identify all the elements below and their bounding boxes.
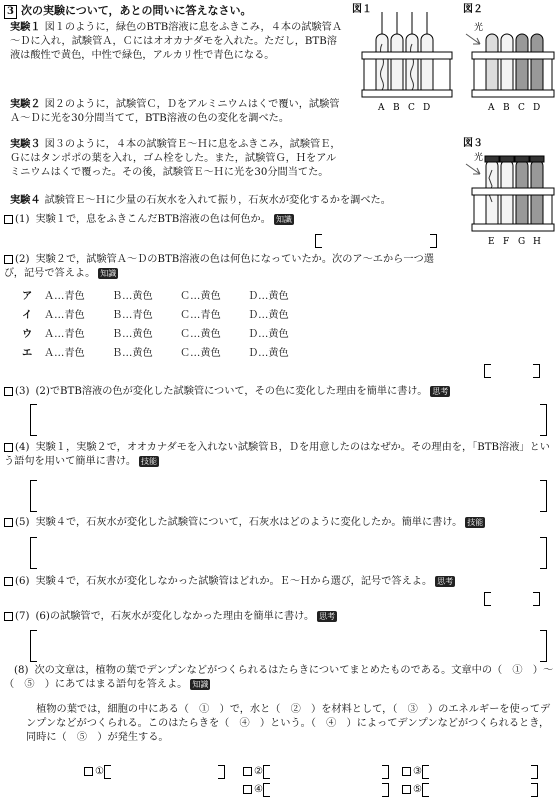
experiment-label: 実験２ [10, 98, 41, 110]
answer-label: ③ [402, 765, 422, 779]
question-header [4, 3, 252, 19]
tube-label: A [488, 103, 495, 113]
answer-bracket-left [263, 783, 270, 797]
answer-bracket-left [315, 234, 322, 248]
question-text: 実験１で，息をふきこんだBTB溶液の色は何色か。 [35, 214, 271, 225]
experiment-text: 図２のように，試験管Ｃ，Ｄをアルミニウムはくで覆い，試験管Ａ～Ｄに光を30分間当てて，BTB溶液の色の変化を調べた。 [10, 99, 340, 125]
answer-bracket-right [533, 592, 540, 606]
choice-mark: イ [22, 310, 33, 321]
question-7: (7) (6)の試験管で，石灰水が変化しなかった理由を簡単に書け。 思考 [4, 610, 337, 624]
answer-label: ④ [243, 783, 263, 797]
question-checkbox[interactable] [4, 255, 13, 264]
passage: 植物の葉では，細胞の中にある（ ① ）で，水と（ ② ）を材料として，（ ③ ）のエネルギーを使ってデンプンなどがつくられる。このはたらきを（ ④ ）という。（ ④ ）によってデンプンなどがつくられるとき，同時に（ ⑤ ）が発生する。 [26, 704, 551, 744]
badge-chishiki: 知識 [192, 679, 209, 689]
tube-label: G [518, 237, 526, 247]
tube-label: B [503, 103, 510, 113]
figure-3-test-tube-rack [462, 146, 558, 252]
question-checkbox[interactable] [4, 215, 13, 224]
figure-2-label: 図２ [463, 4, 483, 15]
question-2: (2) 実験２で，試験管Ａ～ＤのBTB溶液の色は何色になっていたか。次のア～エから一つ選び，記号で答えよ。 知識 [4, 254, 434, 280]
experiment-label: 実験１ [10, 21, 41, 33]
question-checkbox[interactable] [4, 518, 13, 527]
answer-field-q8-3[interactable] [430, 765, 530, 777]
figure-1-test-tube-rack [352, 12, 462, 120]
question-text: 次の文章は，植物の葉でデンプンなどがつくられるはたらきについてまとめたものである。文章中の（ ① ）～（ ⑤ ）にあてはまる語句を答えよ。 [4, 665, 554, 691]
experiment-4 [10, 193, 450, 208]
question-text: 実験２で，試験管Ａ～ＤのBTB溶液の色は何色になっていたか。次のア～エから一つ選び，記号で答えよ。 [4, 254, 434, 280]
answer-bracket-left [263, 765, 270, 779]
question-text: 実験１，実験２で，オオカナダモを入れない試験管Ｂ，Ｄを用意したのはなぜか。その理由を，「BTB溶液」という語句を用いて簡単に書け。 [4, 442, 550, 468]
answer-bracket-right [382, 783, 389, 797]
experiment-text: 試験管Ｅ～Ｈに少量の石灰水を入れて振り，石灰水が変化するかを調べた。 [44, 195, 391, 206]
answer-bracket-right [540, 404, 547, 436]
question-3: (3) (2)でBTB溶液の色が変化した試験管について，その色に変化した理由を簡単に書け。 思考 [4, 385, 450, 399]
figure-2-test-tube-rack [462, 12, 558, 120]
answer-bracket-right [531, 765, 538, 779]
answer-bracket-left [104, 765, 111, 779]
tube-label: D [423, 103, 431, 113]
answer-bracket-right [430, 234, 437, 248]
tube-label: C [518, 103, 525, 113]
badge-shikou: 思考 [437, 576, 454, 586]
question-6: (6) 実験４で，石灰水が変化しなかった試験管はどれか。Ｅ～Ｈから選び，記号で答えよ。 思考 [4, 575, 455, 589]
question-text: (6)の試験管で，石灰水が変化しなかった理由を簡単に書け。 [35, 611, 315, 622]
question-number: 3 [4, 5, 17, 19]
question-8: (8) 次の文章は，植物の葉でデンプンなどがつくられるはたらきについてまとめたものである。文章中の（ ① ）～（ ⑤ ）にあてはまる語句を答えよ。 知識 [4, 665, 554, 691]
answer-field-q2[interactable] [492, 364, 532, 376]
tube-label: E [488, 237, 495, 247]
answer-bracket-left [30, 480, 37, 512]
choice-row[interactable]: ウ Ａ…青色 Ｂ…黄色 Ｃ…黄色 Ｄ…黄色 [22, 328, 322, 342]
choice-row[interactable]: エ Ａ…青色 Ｂ…黄色 Ｃ…黄色 Ｄ…黄色 [22, 347, 322, 361]
experiment-text: 図１のように，緑色のBTB溶液に息をふきこみ，４本の試験管Ａ～Ｄに入れ，試験管Ａ，Ｃにはオオカナダモを入れた。ただし，BTB溶液は酸性で黄色，中性で緑色，アルカリ性で青色になる。 [10, 22, 343, 62]
experiment-2 [10, 97, 345, 126]
answer-bracket-right [533, 364, 540, 378]
answer-checkbox[interactable] [402, 785, 411, 794]
choice-row[interactable]: イ Ａ…青色 Ｂ…青色 Ｃ…青色 Ｄ…黄色 [22, 309, 322, 323]
tube-label: C [408, 103, 415, 113]
answer-field-q8-5[interactable] [430, 783, 530, 795]
question-text: (2)でBTB溶液の色が変化した試験管について，その色に変化した理由を簡単に書け。 [35, 386, 428, 397]
question-checkbox[interactable] [4, 387, 13, 396]
answer-checkbox[interactable] [243, 785, 252, 794]
answer-bracket-right [382, 765, 389, 779]
answer-field-q5[interactable] [38, 537, 538, 567]
choice-mark: ウ [22, 329, 33, 340]
answer-field-q4[interactable] [38, 480, 538, 510]
answer-bracket-right [540, 537, 547, 569]
answer-field-q8-4[interactable] [271, 783, 381, 795]
answer-bracket-left [484, 592, 491, 606]
badge-shikou: 思考 [432, 386, 449, 396]
answer-bracket-right [531, 783, 538, 797]
light-arrow-icon [466, 164, 480, 174]
tube-label: B [393, 103, 400, 113]
choice-mark: エ [22, 348, 33, 359]
answer-bracket-left [422, 783, 429, 797]
answer-bracket-left [30, 537, 37, 569]
question-5: (5) 実験４で，石灰水が変化した試験管について，石灰水はどのように変化したか。簡単に書け。 技能 [4, 516, 485, 530]
answer-field-q1[interactable] [323, 234, 429, 246]
question-title: 次の実験について，あとの問いに答えなさい。 [21, 4, 252, 17]
answer-bracket-right [218, 765, 225, 779]
answer-bracket-left [30, 404, 37, 436]
answer-checkbox[interactable] [84, 767, 93, 776]
question-checkbox[interactable] [4, 612, 13, 621]
answer-field-q6[interactable] [492, 592, 532, 604]
answer-bracket-right [540, 630, 547, 662]
answer-bracket-left [484, 364, 491, 378]
experiment-label: 実験４ [10, 194, 41, 206]
question-text: 実験４で，石灰水が変化した試験管について，石灰水はどのように変化したか。簡単に書け。 [35, 517, 463, 528]
answer-label: ⑤ [402, 783, 422, 797]
tube-label: A [378, 103, 385, 113]
tube-label: F [503, 237, 510, 247]
badge-ginou: 技能 [467, 517, 484, 527]
answer-label: ② [243, 765, 263, 779]
experiment-text: 図３のように，４本の試験管Ｅ～Ｈに息をふきこみ，試験管Ｅ，Ｇにはタンポポの葉を入れ，ゴム栓をした。また，試験管Ｇ，Ｈをアルミニウムはくで覆った。その後，試験管Ｅ～Ｈに光を30分間当てた。 [10, 139, 341, 179]
badge-chishiki: 知識 [100, 268, 117, 278]
question-1: (1) 実験１で，息をふきこんだBTB溶液の色は何色か。 知識 [4, 213, 294, 227]
light-label: 光 [474, 153, 484, 163]
answer-field-q7[interactable] [38, 630, 538, 660]
answer-checkbox[interactable] [243, 767, 252, 776]
question-text: 実験４で，石灰水が変化しなかった試験管はどれか。Ｅ～Ｈから選び，記号で答えよ。 [35, 576, 433, 587]
light-label: 光 [474, 23, 484, 33]
question-checkbox[interactable] [4, 443, 13, 452]
choice-row[interactable]: ア Ａ…青色 Ｂ…黄色 Ｃ…黄色 Ｄ…黄色 [22, 290, 322, 304]
figure-1-label: 図１ [352, 4, 372, 15]
badge-shikou: 思考 [319, 611, 336, 621]
answer-bracket-left [30, 630, 37, 662]
tube-label: D [533, 103, 541, 113]
question-checkbox[interactable] [4, 577, 13, 586]
figure-3-label: 図３ [463, 138, 483, 149]
answer-bracket-right [540, 480, 547, 512]
answer-field-q8-2[interactable] [271, 765, 381, 777]
answer-bracket-left [422, 765, 429, 779]
question-4: (4) 実験１，実験２で，オオカナダモを入れない試験管Ｂ，Ｄを用意したのはなぜか。その理由を，「BTB溶液」という語句を用いて簡単に書け。 技能 [4, 442, 550, 468]
badge-chishiki: 知識 [275, 214, 292, 224]
answer-field-q3[interactable] [38, 404, 538, 434]
answer-field-q8-1[interactable] [112, 765, 217, 777]
experiment-3 [10, 137, 345, 180]
badge-ginou: 技能 [141, 456, 158, 466]
answer-checkbox[interactable] [402, 767, 411, 776]
experiment-1 [10, 20, 345, 63]
answer-label: ① [84, 765, 104, 779]
choice-mark: ア [22, 291, 33, 302]
tube-label: H [533, 237, 541, 247]
experiment-label: 実験３ [10, 138, 41, 150]
light-arrow-icon [466, 34, 480, 44]
